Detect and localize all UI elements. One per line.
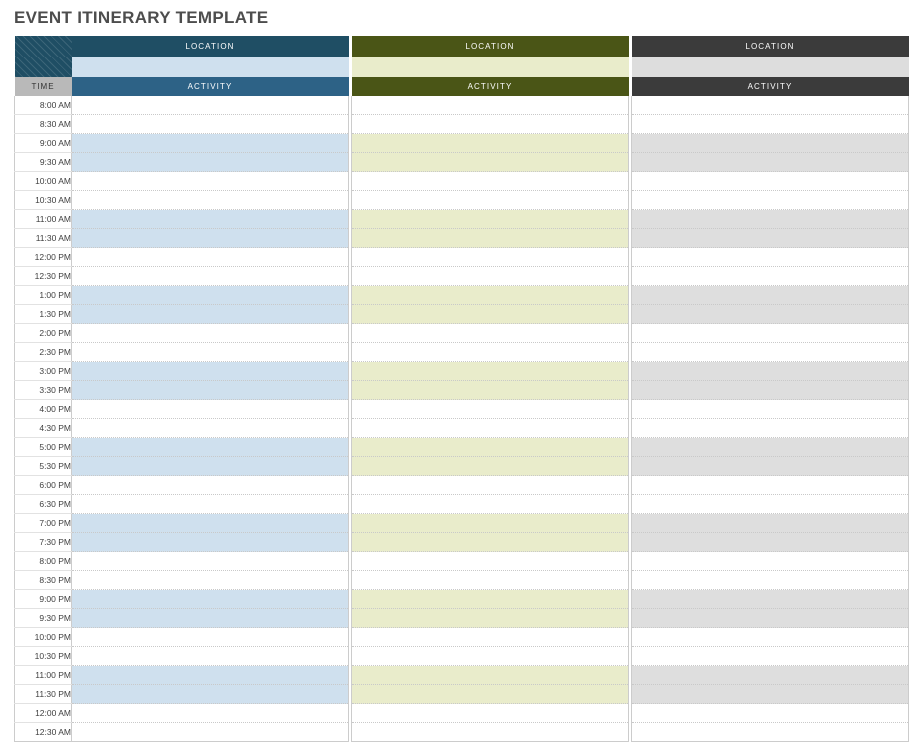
activity-cell[interactable]: [352, 495, 629, 514]
table-row: [15, 723, 909, 742]
table-row: [15, 172, 909, 191]
time-label: 5:30 PM: [15, 457, 72, 476]
activity-cell[interactable]: [632, 210, 909, 229]
table-row: [15, 286, 909, 305]
table-row: [15, 267, 909, 286]
activity-cell[interactable]: [72, 324, 349, 343]
table-row: [15, 210, 909, 229]
activity-cell[interactable]: [72, 134, 349, 153]
activity-cell[interactable]: [352, 723, 629, 742]
table-row: [15, 324, 909, 343]
time-label: 11:00 PM: [15, 666, 72, 685]
activity-cell[interactable]: [72, 457, 349, 476]
table-row: [15, 362, 909, 381]
activity-cell[interactable]: [72, 590, 349, 609]
time-label: 2:30 PM: [15, 343, 72, 362]
activity-cell[interactable]: [72, 96, 349, 115]
activity-cell[interactable]: [72, 476, 349, 495]
activity-cell[interactable]: [632, 476, 909, 495]
activity-cell[interactable]: [352, 628, 629, 647]
time-label: 11:30 PM: [15, 685, 72, 704]
activity-cell[interactable]: [72, 153, 349, 172]
activity-cell[interactable]: [632, 115, 909, 134]
table-row: [15, 533, 909, 552]
table-row: [15, 229, 909, 248]
activity-cell[interactable]: [632, 305, 909, 324]
time-label: 7:00 PM: [15, 514, 72, 533]
activity-cell[interactable]: [352, 476, 629, 495]
activity-cell[interactable]: [72, 210, 349, 229]
activity-cell[interactable]: [72, 609, 349, 628]
activity-cell[interactable]: [352, 590, 629, 609]
table-row: [15, 514, 909, 533]
activity-cell[interactable]: [632, 552, 909, 571]
time-label: 9:30 PM: [15, 609, 72, 628]
time-label: 6:30 PM: [15, 495, 72, 514]
time-label: 8:30 AM: [15, 115, 72, 134]
activity-cell[interactable]: [72, 685, 349, 704]
time-label: 11:30 AM: [15, 229, 72, 248]
activity-cell[interactable]: [632, 191, 909, 210]
time-label: 8:00 PM: [15, 552, 72, 571]
activity-cell[interactable]: [72, 666, 349, 685]
activity-cell[interactable]: [632, 704, 909, 723]
table-row: [15, 381, 909, 400]
activity-cell[interactable]: [352, 571, 629, 590]
activity-cell[interactable]: [352, 286, 629, 305]
activity-cell[interactable]: [632, 666, 909, 685]
time-label: 3:30 PM: [15, 381, 72, 400]
activity-cell[interactable]: [72, 704, 349, 723]
activity-cell[interactable]: [72, 495, 349, 514]
activity-cell[interactable]: [632, 324, 909, 343]
table-row: [15, 115, 909, 134]
header-row-location-input: [15, 57, 909, 77]
activity-cell[interactable]: [632, 495, 909, 514]
activity-cell[interactable]: [72, 362, 349, 381]
table-row: [15, 153, 909, 172]
activity-cell[interactable]: [632, 267, 909, 286]
activity-cell[interactable]: [72, 343, 349, 362]
table-row: [15, 571, 909, 590]
activity-cell[interactable]: [632, 590, 909, 609]
activity-cell[interactable]: [352, 210, 629, 229]
page-title: EVENT ITINERARY TEMPLATE: [14, 8, 269, 27]
time-label: 9:00 AM: [15, 134, 72, 153]
activity-cell[interactable]: [352, 324, 629, 343]
time-label: 10:30 AM: [15, 191, 72, 210]
activity-cell[interactable]: [72, 533, 349, 552]
activity-cell[interactable]: [632, 609, 909, 628]
table-row: [15, 704, 909, 723]
activity-cell[interactable]: [632, 286, 909, 305]
itinerary-table: [14, 36, 909, 742]
activity-cell[interactable]: [72, 305, 349, 324]
header-corner-cell: [15, 36, 72, 57]
table-row: [15, 438, 909, 457]
table-row: [15, 343, 909, 362]
activity-cell[interactable]: [632, 96, 909, 115]
location-header-1: LOCATION: [72, 36, 349, 57]
activity-cell[interactable]: [72, 172, 349, 191]
table-row: [15, 305, 909, 324]
activity-cell[interactable]: [632, 571, 909, 590]
activity-cell[interactable]: [72, 381, 349, 400]
activity-cell[interactable]: [632, 362, 909, 381]
activity-cell[interactable]: [632, 229, 909, 248]
table-row: [15, 457, 909, 476]
activity-cell[interactable]: [632, 172, 909, 191]
activity-cell[interactable]: [72, 723, 349, 742]
table-body: [15, 96, 909, 742]
activity-cell[interactable]: [72, 647, 349, 666]
time-column-header: TIME: [15, 77, 72, 96]
table-header: [15, 36, 909, 96]
time-label: 9:00 PM: [15, 590, 72, 609]
activity-cell[interactable]: [352, 419, 629, 438]
activity-cell[interactable]: [632, 248, 909, 267]
table-row: [15, 685, 909, 704]
header-corner-cell-lower: [15, 57, 72, 77]
time-label: 11:00 AM: [15, 210, 72, 229]
activity-cell[interactable]: [632, 400, 909, 419]
activity-cell[interactable]: [352, 457, 629, 476]
activity-cell[interactable]: [72, 552, 349, 571]
activity-cell[interactable]: [352, 704, 629, 723]
activity-cell[interactable]: [72, 248, 349, 267]
activity-cell[interactable]: [632, 381, 909, 400]
activity-cell[interactable]: [352, 343, 629, 362]
activity-cell[interactable]: [632, 628, 909, 647]
table-row: [15, 609, 909, 628]
activity-cell[interactable]: [632, 647, 909, 666]
activity-cell[interactable]: [352, 647, 629, 666]
time-label: 1:00 PM: [15, 286, 72, 305]
activity-cell[interactable]: [352, 381, 629, 400]
location-input-2[interactable]: [352, 57, 629, 77]
activity-cell[interactable]: [352, 609, 629, 628]
table-row: [15, 419, 909, 438]
activity-cell[interactable]: [72, 115, 349, 134]
activity-cell[interactable]: [632, 153, 909, 172]
activity-cell[interactable]: [632, 438, 909, 457]
time-label: 9:30 AM: [15, 153, 72, 172]
activity-cell[interactable]: [72, 419, 349, 438]
time-label: 12:00 AM: [15, 704, 72, 723]
activity-cell[interactable]: [632, 685, 909, 704]
activity-cell[interactable]: [352, 305, 629, 324]
activity-cell[interactable]: [352, 229, 629, 248]
time-label: 10:30 PM: [15, 647, 72, 666]
activity-cell[interactable]: [632, 134, 909, 153]
activity-cell[interactable]: [352, 172, 629, 191]
activity-cell[interactable]: [352, 362, 629, 381]
activity-cell[interactable]: [72, 571, 349, 590]
time-label: 12:30 AM: [15, 723, 72, 742]
activity-cell[interactable]: [352, 96, 629, 115]
activity-cell[interactable]: [352, 666, 629, 685]
activity-cell[interactable]: [632, 419, 909, 438]
activity-cell[interactable]: [352, 400, 629, 419]
location-input-1[interactable]: [72, 57, 349, 77]
table-row: [15, 647, 909, 666]
header-row-location: [15, 36, 909, 57]
activity-cell[interactable]: [352, 267, 629, 286]
activity-cell[interactable]: [352, 685, 629, 704]
activity-cell[interactable]: [72, 628, 349, 647]
table-row: [15, 96, 909, 115]
table-row: [15, 400, 909, 419]
activity-cell[interactable]: [72, 286, 349, 305]
activity-cell[interactable]: [352, 248, 629, 267]
table-row: [15, 476, 909, 495]
activity-cell[interactable]: [72, 229, 349, 248]
activity-cell[interactable]: [72, 191, 349, 210]
activity-cell[interactable]: [72, 400, 349, 419]
time-label: 4:00 PM: [15, 400, 72, 419]
time-label: 12:30 PM: [15, 267, 72, 286]
activity-header-2: ACTIVITY: [352, 77, 629, 96]
activity-cell[interactable]: [632, 514, 909, 533]
time-label: 5:00 PM: [15, 438, 72, 457]
activity-cell[interactable]: [352, 438, 629, 457]
activity-cell[interactable]: [352, 134, 629, 153]
activity-cell[interactable]: [352, 115, 629, 134]
table-row: [15, 552, 909, 571]
activity-cell[interactable]: [632, 533, 909, 552]
time-label: 2:00 PM: [15, 324, 72, 343]
table-row: [15, 248, 909, 267]
location-input-3[interactable]: [632, 57, 909, 77]
activity-cell[interactable]: [352, 191, 629, 210]
table-row: [15, 628, 909, 647]
header-row-activity: [15, 77, 909, 96]
table-row: [15, 134, 909, 153]
activity-cell[interactable]: [72, 514, 349, 533]
activity-cell[interactable]: [632, 343, 909, 362]
time-label: 12:00 PM: [15, 248, 72, 267]
table-row: [15, 666, 909, 685]
activity-cell[interactable]: [352, 514, 629, 533]
activity-cell[interactable]: [632, 723, 909, 742]
time-label: 10:00 PM: [15, 628, 72, 647]
time-label: 1:30 PM: [15, 305, 72, 324]
table-row: [15, 590, 909, 609]
time-label: 4:30 PM: [15, 419, 72, 438]
time-label: 7:30 PM: [15, 533, 72, 552]
table-row: [15, 495, 909, 514]
activity-cell[interactable]: [352, 153, 629, 172]
time-label: 3:00 PM: [15, 362, 72, 381]
activity-cell[interactable]: [352, 552, 629, 571]
activity-header-3: ACTIVITY: [632, 77, 909, 96]
activity-header-1: ACTIVITY: [72, 77, 349, 96]
location-header-2: LOCATION: [352, 36, 629, 57]
time-label: 8:30 PM: [15, 571, 72, 590]
table-row: [15, 191, 909, 210]
activity-cell[interactable]: [632, 457, 909, 476]
time-label: 8:00 AM: [15, 96, 72, 115]
location-header-3: LOCATION: [632, 36, 909, 57]
activity-cell[interactable]: [352, 533, 629, 552]
activity-cell[interactable]: [72, 267, 349, 286]
time-label: 6:00 PM: [15, 476, 72, 495]
activity-cell[interactable]: [72, 438, 349, 457]
time-label: 10:00 AM: [15, 172, 72, 191]
